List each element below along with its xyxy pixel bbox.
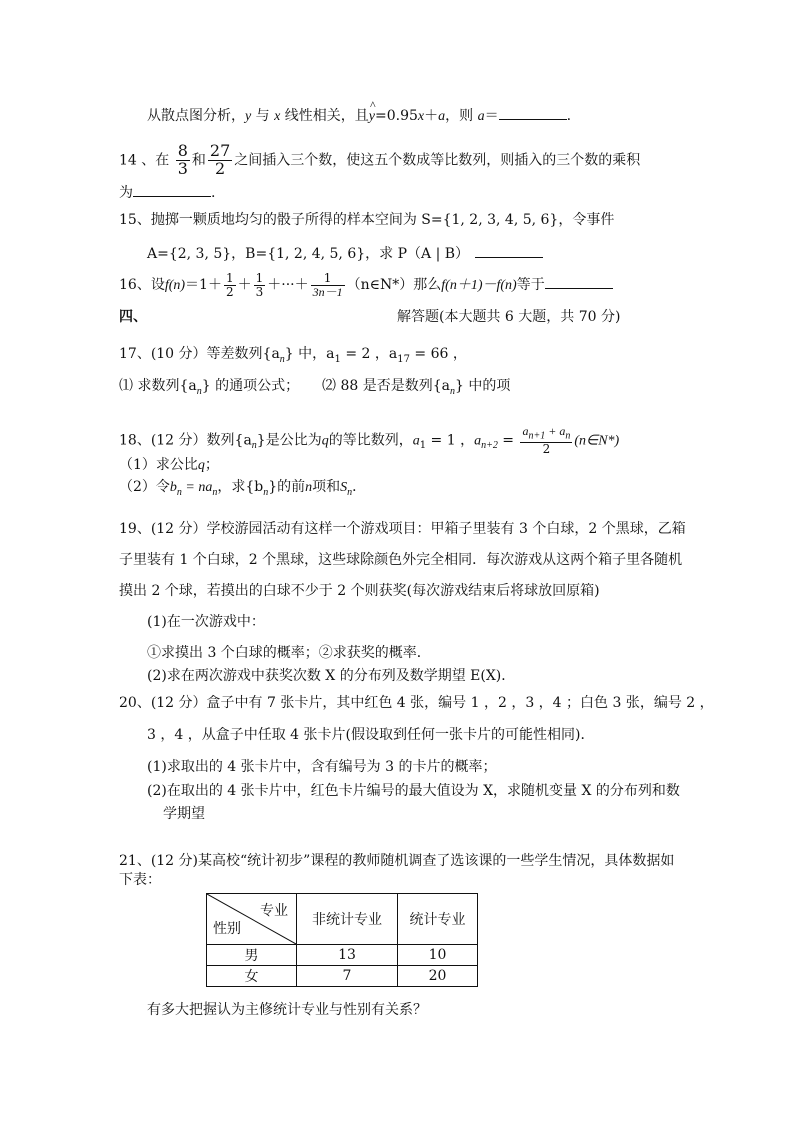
q13-plus: ＋: [424, 108, 439, 124]
table-cell: 10: [398, 945, 478, 966]
q14-text: 之间插入三个数，使这五个数成等比数列，则插入的三个数的乘积: [234, 152, 641, 169]
q17-sub-1: 1: [334, 353, 341, 365]
q17-text-b: } 中，a: [284, 346, 335, 362]
contingency-table: [206, 893, 478, 987]
q18-part2-sub-n3: n: [263, 486, 269, 498]
q19-line4: (1)在一次游戏中：: [147, 614, 265, 630]
section-4-title: 解答题(本大题共 6 大题，共 70 分): [397, 309, 621, 325]
q16-term-3-num: 1: [311, 272, 345, 286]
q18-part2-d: }的前: [268, 479, 306, 495]
q21-line2: 下表：: [119, 872, 161, 888]
q14-fraction-1: [176, 143, 190, 178]
q15-line2-text: A={2, 3, 5}，B={1, 2, 4, 5, 6}，求 P（A | B）: [147, 246, 470, 262]
q17-line1: [119, 346, 467, 366]
q16-fn: f(n): [164, 278, 186, 294]
q20-line4: (2)在取出的 4 张卡片中，红色卡片编号的最大值设为 X，求随机变量 X 的分布列和数: [147, 783, 680, 799]
q20-line2: 3 ，4 ，从盒子中任取 4 张卡片(假设取到任何一张卡片的可能性相同)．: [147, 727, 595, 743]
q19-line1: 19、(12 分）学校游园活动有这样一个游戏项目：甲箱子里装有 3 个白球，2 个黑球，乙箱: [119, 521, 686, 537]
table-corner-bottom: 性别: [213, 921, 241, 937]
q13-var-y: y: [245, 109, 252, 124]
q20-line3: (1)求取出的 4 张卡片中，含有编号为 3 的卡片的概率；: [147, 759, 497, 775]
q17-a1-val: = 2 ，a: [340, 346, 398, 362]
q14-number: 14 、在: [119, 152, 170, 169]
q14-and: 和: [191, 152, 206, 169]
q17-line2: [119, 378, 299, 398]
table-col-header-2: 统计专业: [398, 894, 478, 945]
q18-part1-a: （1）求公比: [119, 457, 198, 473]
q13-var-a: a: [438, 109, 446, 124]
q19-line3: 摸出 2 个球，若摸出的白球不少于 2 个则获奖(每次游戏结束后将球放回原箱): [119, 583, 600, 599]
q13-eq: =0.95: [375, 108, 418, 124]
q14-fraction-1-den: 3: [177, 158, 188, 178]
q18-part2-a: （2）令: [119, 479, 170, 495]
q18-sub-n2: n+2: [481, 440, 498, 452]
q13-text-post: ，则: [445, 108, 478, 124]
q16-difference: f(n＋1)－f(n): [441, 278, 517, 294]
q18-condition: (n∈N*): [574, 433, 620, 449]
table-cell: 7: [297, 966, 398, 987]
q16-term-2-den: 3: [255, 284, 264, 299]
q16-term-3: [311, 272, 345, 298]
q14-line2-text: 为: [119, 185, 133, 201]
q16-term-1-num: 1: [225, 271, 234, 285]
q17-a17-val: = 66 ，: [409, 346, 467, 362]
q17-part2-sub-n: n: [449, 385, 455, 397]
q14-fraction-2-num: 27: [209, 141, 231, 160]
q13-var-x: x: [274, 109, 281, 124]
q17-part2-a: ⑵ 88 是否是数列{a: [322, 378, 450, 394]
q16-line: 16、设f(n)＝1＋ $\frac{1}{2}$ ＋ $\frac{1}{3}$ ＋···＋ $\frac{1}{3n-1}$ （n∈N*）那么f(n＋1)－f(n)等于: [119, 272, 613, 298]
q17-part1-sub-n: n: [196, 385, 202, 397]
table-row: [207, 966, 478, 987]
q16-tail: 等于: [516, 277, 545, 294]
q17-line2-part2: [322, 378, 510, 398]
q18-part2-sub-n4: n: [347, 486, 353, 498]
q19-line6: (2)求在两次游戏中获奖次数 X 的分布列及数学期望 E(X)．: [147, 668, 516, 684]
table-row-label: 女: [207, 966, 297, 987]
q17-part1-a: ⑴ 求数列{a: [119, 378, 197, 394]
q16-answer-blank: [545, 274, 613, 289]
q16-term-2-num: 1: [255, 271, 264, 285]
q17-text-a: 17、(10 分）等差数列{a: [119, 346, 280, 362]
q18-fraction-num: [520, 425, 572, 443]
q16-term-3-den: 3n－1: [312, 284, 343, 299]
q16-term-2: [254, 272, 266, 298]
q18-fraction-num-sub1: n+1: [528, 430, 546, 442]
table-header-row: [207, 894, 478, 945]
q17-part1-b: } 的通项公式；: [201, 378, 300, 394]
q18-fraction: [520, 425, 572, 455]
q21-question: 有多大把握认为主修统计专业与性别有关系？: [147, 1002, 427, 1018]
q18-part2-b-var: b: [169, 480, 177, 495]
q18-text-b: }是公比为: [256, 432, 322, 449]
q18-var-an2: a: [474, 433, 482, 449]
q19-line2: 子里装有 1 个白球，2 个黑球，这些球除颜色外完全相同．每次游戏从这两个箱子里各随机: [119, 552, 683, 568]
q13-var-x2: x: [417, 109, 425, 124]
q18-fraction-num-a: a: [522, 424, 529, 438]
q18-part2-c: ，求{b: [217, 479, 264, 495]
q13-var-a2: a: [477, 109, 485, 124]
q18-part2-b: = na: [181, 480, 213, 495]
q20-line5: 学期望: [163, 806, 205, 822]
q14-answer-blank: [133, 182, 211, 197]
q20-line1: 20、(12 分）盒子中有 7 张卡片，其中红色 4 张，编号 1 ，2 ，3 ，4 ；白色 3 张，编号 2 ，: [119, 695, 714, 711]
q18-part2-S: S: [340, 480, 348, 495]
table-cell: 20: [398, 966, 478, 987]
table-row: [207, 945, 478, 966]
q18-part2-f: ．: [352, 479, 367, 495]
q16-dots: ＋···＋: [267, 277, 309, 294]
section-4-label: 四、: [119, 309, 147, 325]
table-col-header-1: 非统计专业: [297, 894, 398, 945]
q15-answer-blank: [475, 243, 543, 258]
q17-sub-n: n: [279, 353, 285, 365]
q14-fraction-2-den: 2: [214, 158, 226, 178]
q13-text-mid1: 与: [251, 108, 275, 124]
q16-number: 16、设: [119, 277, 165, 294]
q14-line1: [119, 143, 640, 178]
q18-part2-sub-n2: n: [212, 486, 218, 498]
q13-text-pre: 从散点图分析，: [147, 108, 245, 124]
q18-fraction-num-sub2: n: [565, 430, 571, 442]
q16-term-1-den: 2: [225, 284, 234, 299]
q17-part2-b: } 中的项: [454, 378, 511, 394]
q18-fraction-den: 2: [542, 441, 551, 456]
q14-fraction-1-num: 8: [177, 141, 188, 160]
q18-part2-sub-n: n: [176, 486, 182, 498]
q13-text-mid2: 线性相关，且: [280, 108, 369, 124]
q18-part1-b: ；: [204, 457, 219, 473]
q18-part2-n: n: [305, 480, 313, 495]
q18-sub-n: n: [251, 440, 257, 452]
q13-line: [147, 105, 571, 126]
q18-line1: [119, 425, 619, 455]
table-row-label: 男: [207, 945, 297, 966]
table-corner-top: 专业: [260, 903, 288, 919]
q13-var-yhat: ^ y: [369, 109, 375, 126]
q18-text-c: 的等比数列，: [328, 432, 413, 449]
q16-condition: （n∈N*）那么: [346, 277, 442, 294]
q18-var-a1: a: [412, 433, 420, 449]
q18-line3: [119, 479, 366, 499]
q16-eq: ＝1＋: [185, 277, 222, 294]
q18-var-q: q: [321, 433, 329, 449]
q18-part1-q: q: [197, 458, 205, 473]
table-corner-cell: [207, 894, 297, 945]
q21-line1: 21、(12 分)某高校“统计初步”课程的教师随机调查了选该课的一些学生情况，具体数据如: [119, 853, 675, 869]
q14-line2: [119, 182, 215, 202]
q13-answer-blank: [499, 105, 567, 120]
q13-end: .: [566, 108, 572, 124]
q19-line5: ①求摸出 3 个白球的概率；②求获奖的概率．: [147, 645, 431, 661]
q16-term-1: [224, 272, 236, 298]
q14-end: .: [211, 185, 216, 201]
q18-sub-one: 1: [419, 440, 427, 452]
q18-part2-e: 项和: [312, 479, 341, 495]
q15-line2: [147, 243, 543, 263]
q14-fraction-2: [208, 143, 232, 178]
q13-eq2: ＝: [484, 108, 499, 124]
q18-text-a: 18、(12 分）数列{a: [119, 432, 252, 449]
q18-fraction-num-plus: + a: [545, 424, 566, 438]
q18-line2: [119, 457, 219, 475]
q17-sub-17: 17: [397, 353, 410, 365]
q18-a1-val: = 1 ，: [426, 432, 475, 449]
q15-line1: 15、抛掷一颗质地均匀的骰子所得的样本空间为 S={1, 2, 3, 4, 5, 6}，令事件: [119, 212, 615, 228]
q18-eq: =: [497, 432, 519, 449]
table-cell: 13: [297, 945, 398, 966]
